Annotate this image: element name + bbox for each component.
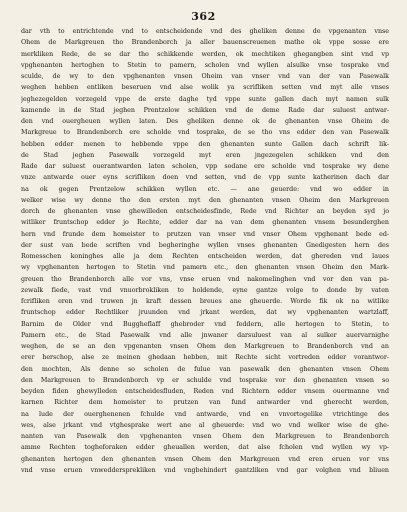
- body-text: [21, 26, 389, 476]
- text-line: dar vth to entrichtende vnd to entscheidende vnd des gheliken denne de vpgenanten vnse: [21, 28, 389, 35]
- text-line: Ohem de Markgreuen tho Brandenborch ja aller bauenscreuenen mathe ok vppe sosse ere: [21, 39, 389, 47]
- text-line: hern vnd frunde dem homeister to prutzen van vnser vnd vnser Ohem vpghenant bede ed-: [21, 230, 389, 238]
- text-line: wy vpghenanten hertogen to Stetin vnd pamern etc., den ghenanten vnsen Oheim den Mark-: [21, 264, 389, 272]
- text-line: kamende in de Stad jeghen Prentzelow schikken vnd de deme Rade dar suluest antwar-: [21, 106, 389, 114]
- text-line: sculde, de wy to den vpghenanten vnsen Oheim van vnser vnd van der van Pasewalk: [21, 73, 389, 80]
- text-line: karnen Richter dem homeister to prutzen van fund antwarder vnd gherecht werden,: [21, 399, 389, 407]
- text-line: zewalk fiede, vast vnd vnuorbrokliken to holdende, eyne gantze volge to donde by vaten: [21, 286, 389, 294]
- text-line: de Stad jeghen Pasewalk vorzegeld myt eren jngezegelen schikken vnd den: [21, 151, 389, 159]
- text-line: vpghenanten hertoghen to Stetin to pamern, scholen vnd wyllen alsulke vnse tosprake vnd: [21, 61, 389, 69]
- text-line: dorch de ghenanten vnse ghewilleden entscheidesfinde, Rede vnd Richter an beyden syd jo: [21, 208, 389, 215]
- text-line: den mochten, Als denne so scholen de fulue van pasewalk den ghenanten vnsen Ohem: [21, 365, 389, 373]
- text-line: fcrifliken eren vnd truwen jn kraft dessen breues ane gheuerde. Worde fik ok na witlike: [21, 298, 389, 305]
- text-line: erer herschop, alse ze meinen ghedaan hebben, mit Rechte sicht vortreden edder vorantwor-: [21, 354, 389, 362]
- text-line: nanten van Pasewalk den vpghenanten vnsen Ohem den Markgreuen to Brandenborch: [21, 433, 389, 440]
- text-line: den Markgreuen to Brandenborch vp er schulde vnd tosprake vor den ghenanten vnsen so: [21, 376, 389, 384]
- text-line: jeghezegelden vorzegeld vppe de erste daghe tyd vppe sunte gallen dach myt namen sulk: [21, 95, 389, 103]
- text-line: den vnd ouergheuen wyllen laten. Des gheliken denne ok de ghenanten vnse Oheim de: [21, 118, 389, 125]
- text-line: Markgreue to Brandenborch ere scholde vnd tosprake, de se tho vns edder den van Pasewalk: [21, 129, 389, 137]
- text-line: witliker fruntschop edder jo Rechte, edder dar na van dem ghenanten vnsem besunderghen: [21, 219, 389, 227]
- text-line: hebben edder menen to hebbende vppe den ghenanten sunte Gallen dach schrift lik-: [21, 140, 389, 148]
- page-number: 362: [191, 10, 216, 23]
- text-line: ghenanten hertogen den ghenanten vnsen Ohem den Markgreuen vnd eren eruen vor vns: [21, 455, 389, 463]
- text-line: Pamern etc., de Stad Pasewalk vnd alle jnwaner darsuluest van al sulker auervarnighe: [21, 331, 389, 339]
- text-line: weghen hebben entliken beseruen vnd alse wolik ya scrifliken setten vnd myt alle vnses: [21, 84, 389, 92]
- text-line: Romesschen koninghes alle ja dem Rechten entscheiden werden, dat ghereden vnd laues: [21, 253, 389, 260]
- text-line: vnd vnse eruen vnweddersprekliken vnd vngbehindert gantzliken vnd gar volghen vnd bliuen: [21, 466, 389, 474]
- text-line: weghen, de se an den vpgenanten vnsen Ohem den Markgreuen to Brandenborch vnd an: [21, 343, 389, 350]
- text-line: merkliken Rede, de se dar tho schikkende werden, ok mechtiken ghegangben sint vnd vp: [21, 50, 389, 58]
- text-line: na ok gegen Prentzelow schikken wyllen etc. — ane geuerde: vnd wo edder in: [21, 185, 389, 193]
- text-line: der sust van bede scriften vnd begheringhe wyllen vnses ghenanten Gnedigesten hern des: [21, 241, 389, 249]
- text-line: na lude der ouerghenenen fchulde vnd antwarde, vnd en vnvortogelike vtrichtinge des: [21, 410, 389, 418]
- text-line: fruntschop edder Rechtliker jruunden vnd jrkant werden, dat wy vpghenanten wartzlaff,: [21, 309, 389, 317]
- text-line: Barnim de Older vnd Buggheflaff ghebroder vnd feddern, alle hertogen to Stetin, to: [21, 320, 389, 328]
- text-line: Rade dar suluest ouerantwarden laten scholen, vpp sodane ere scholde vnd tosprake wy dene: [21, 163, 389, 170]
- text-line: vnze antwarde ouer eyns scrifliken doen vnd setten, vnd de vpp sunte katherinen dach dar: [21, 174, 389, 182]
- text-line: beyden fiden ghewylleden entscheidesfluden, Reden vnd Richtern edder vnsem ouermanne vnd: [21, 388, 389, 395]
- text-line: greuen tho Brandenborch alle vor vns, vnse eruen vnd nakomelinghen vnd vor den van pa-: [21, 275, 389, 283]
- text-line: welker wise wy denne tho den ersten myt den ghenanten vnsen Oheim den Markgreuen: [21, 196, 389, 204]
- text-line: wes, alse jrkant vnd vtghesprake wert ane al gheuerde: vnd wo vnd welker wise de ghe-: [21, 421, 389, 429]
- text-line: amme Rechten togheforaken edder gheuallen werden, dat alse fcholen vnd wyllen wy vp-: [21, 444, 389, 452]
